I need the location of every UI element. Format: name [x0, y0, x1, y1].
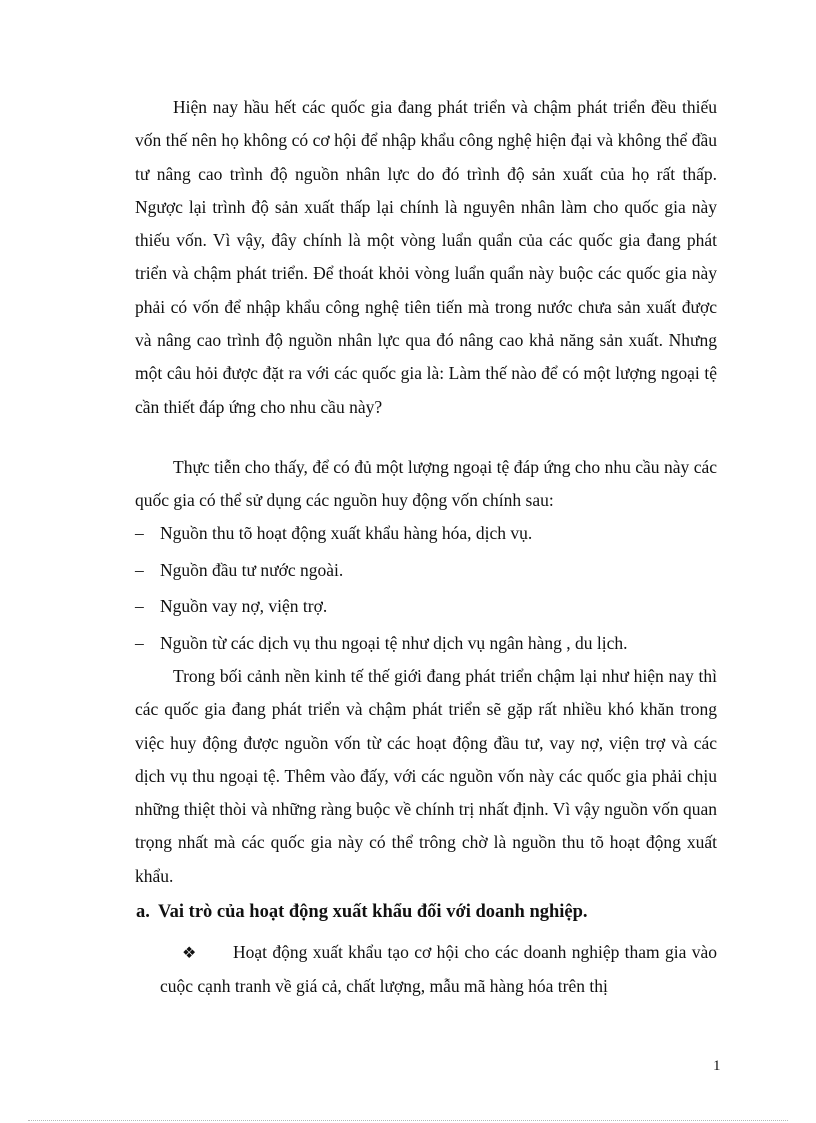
dash-bullet-icon: –: [135, 559, 144, 580]
list-item: [135, 554, 717, 591]
paragraph-1-text: Hiện nay hầu hết các quốc gia đang phát triển và chậm phát triển đều thiếu vốn thế nên họ không có cơ hội để nhập khẩu công nghệ hiện đại và không thể đầu tư nâng cao trình độ nguồn nhân lực do đó trình độ sản xuất của họ rất thấp. Ngược lại trình độ sản xuất thấp lại chính là nguyên nhân làm cho quốc gia này thiếu vốn. Vì vậy, đây chính là một vòng luẩn quẩn của các quốc gia đang phát triển và chậm phát triển. Để thoát khỏi vòng luẩn quẩn này buộc các quốc gia này phải có vốn để nhập khẩu công nghệ tiên tiến mà trong nước chưa sản xuất được và nâng cao trình độ nguồn nhân lực qua đó nâng cao khả năng sản xuất. Nhưng một câu hỏi được đặt ra với các quốc gia là: Làm thế nào để có một lượng ngoại tệ cần thiết đáp ứng cho nhu cầu này?: [135, 97, 717, 417]
paragraph-capital-shortage: [135, 91, 717, 424]
paragraph-economic-context: [135, 660, 717, 893]
list-item: [135, 517, 717, 554]
list-item: [135, 590, 717, 627]
heading-text: Vai trò của hoạt động xuất khẩu đối với doanh nghiệp.: [158, 902, 588, 922]
diamond-bullet-icon: ❖: [182, 945, 197, 962]
paragraph-funding-sources: [135, 451, 717, 518]
list-item-text: Nguồn từ các dịch vụ thu ngoại tệ như dịch vụ ngân hàng , du lịch.: [160, 633, 628, 654]
list-item: [135, 627, 717, 664]
page-bottom-divider: [28, 1120, 788, 1121]
sub-paragraph-text: Hoạt động xuất khẩu tạo cơ hội cho các doanh nghiệp tham gia vào cuộc cạnh tranh về giá cả, chất lượng, mẫu mã hàng hóa trên thị: [160, 942, 717, 996]
sub-paragraph: [160, 936, 717, 1002]
section-heading: [136, 896, 716, 929]
paragraph-3-text: Trong bối cảnh nền kinh tế thế giới đang phát triển chậm lại như hiện nay thì các quốc gia đang phát triển và chậm phát triển sẽ gặp rất nhiều khó khăn trong việc huy động được nguồn vốn từ các hoạt động đầu tư, vay nợ, viện trợ và các dịch vụ thu ngoại tệ. Thêm vào đấy, với các nguồn vốn này các quốc gia phải chịu những thiệt thòi và những ràng buộc về chính trị nhất định. Vì vậy nguồn vốn quan trọng nhất mà các quốc gia này có thể trông chờ là nguồn thu tõ hoạt động xuất khẩu.: [135, 666, 717, 886]
paragraph-2-text: Thực tiễn cho thấy, để có đủ một lượng ngoại tệ đáp ứng cho nhu cầu này các quốc gia có thể sử dụng các nguồn huy động vốn chính sau:: [135, 457, 717, 511]
dash-bullet-icon: –: [135, 523, 144, 543]
dash-bullet-icon: –: [135, 596, 144, 617]
list-item-text: Nguồn đầu tư nước ngoài.: [160, 559, 344, 580]
list-item-text: Nguồn thu tõ hoạt động xuất khẩu hàng hóa, dịch vụ.: [160, 523, 533, 543]
list-item-text: Nguồn vay nợ, viện trợ.: [160, 596, 328, 617]
dash-bullet-icon: –: [135, 633, 144, 654]
page-number: 1: [713, 1058, 721, 1074]
funding-source-list: [135, 517, 717, 664]
heading-marker: a.: [136, 902, 150, 922]
